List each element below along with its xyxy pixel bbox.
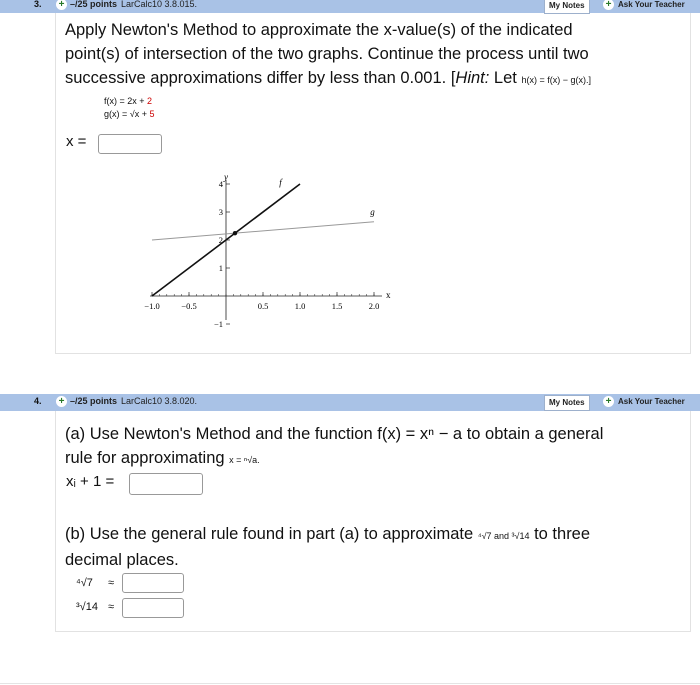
- prompt-text: successive approximations differ by less than 0.001. [: [65, 69, 456, 87]
- plus-icon[interactable]: +: [603, 396, 614, 407]
- part-b-text: to three: [529, 525, 591, 543]
- page-divider: [0, 683, 700, 684]
- my-notes-button[interactable]: [544, 0, 590, 14]
- question-number: 4.: [34, 396, 42, 406]
- y-tick-label: 4: [218, 179, 223, 189]
- x-tick-label: −1.0: [144, 301, 160, 311]
- graph-axes: [150, 180, 382, 320]
- question-4-part-b: [65, 522, 680, 572]
- y-tick-label: 1: [218, 263, 223, 273]
- y-tick-label: 3: [218, 207, 223, 217]
- ask-teacher-label: Ask Your Teacher: [618, 0, 685, 9]
- hint-word: Hint:: [455, 69, 490, 87]
- x-tick-label: 1.0: [294, 301, 306, 311]
- part-b-line: decimal places.: [65, 551, 179, 569]
- plus-icon[interactable]: +: [603, 0, 614, 10]
- ask-teacher-button[interactable]: [614, 395, 689, 409]
- question-4-part-a: [65, 422, 680, 472]
- plus-icon[interactable]: +: [56, 396, 67, 407]
- part-a-line: [65, 446, 680, 472]
- intersection-point: [233, 231, 237, 235]
- f-def-text: f(x) = 2x +: [104, 96, 148, 106]
- part-b-line: [65, 522, 680, 548]
- prompt-line: [65, 66, 680, 92]
- graph-series: [152, 184, 374, 296]
- graph-ticks: [144, 179, 379, 329]
- question-number: 3.: [34, 0, 42, 9]
- plus-icon[interactable]: +: [56, 0, 67, 10]
- y-axis-label: y: [224, 172, 228, 182]
- question-4-header: [0, 394, 700, 411]
- x-tick-label: −0.5: [181, 301, 197, 311]
- question-3-prompt: [65, 18, 680, 92]
- my-notes-button[interactable]: [544, 395, 590, 411]
- hint-expression: h(x) = f(x) − g(x).]: [521, 75, 591, 85]
- prompt-line: Apply Newton's Method to approximate the x-value(s) of the indicated: [65, 21, 573, 39]
- y-tick-label: 2: [218, 235, 223, 245]
- part-a-text: rule for approximating: [65, 449, 230, 467]
- x-tick-label: 2.0: [368, 301, 380, 311]
- ask-teacher-button[interactable]: [614, 0, 689, 12]
- my-notes-label: My Notes: [549, 398, 585, 407]
- f-definition: [104, 96, 152, 106]
- x-answer-input[interactable]: [98, 134, 162, 154]
- intersection-graph: [140, 162, 400, 342]
- ask-teacher-label: Ask Your Teacher: [618, 397, 685, 406]
- points-label: –/25 points: [70, 396, 118, 406]
- source-label: LarCalc10 3.8.020.: [121, 396, 198, 406]
- root-expression: x = ⁿ√a.: [229, 455, 260, 465]
- iteration-rule-input[interactable]: [129, 473, 203, 495]
- fourth-root-7-label: ⁴√7: [76, 577, 93, 589]
- prompt-line: point(s) of intersection of the two graphs. Continue the process until two: [65, 45, 589, 63]
- part-b-text: (b) Use the general rule found in part (a) to approximate: [65, 525, 478, 543]
- iteration-label: xᵢ + 1 =: [66, 473, 115, 490]
- points-label: –/25 points: [70, 0, 118, 9]
- prompt-text: Let: [489, 69, 522, 87]
- g-def-constant: 5: [149, 109, 155, 119]
- question-3-header: [0, 0, 700, 13]
- source-label: LarCalc10 3.8.015.: [121, 0, 198, 9]
- f-curve-label: f: [279, 177, 282, 188]
- g-curve-label: g: [370, 206, 375, 217]
- cube-root-14-input[interactable]: [122, 598, 184, 618]
- approx-symbol: ≈: [108, 601, 115, 613]
- x-axis-label: x: [386, 290, 391, 300]
- x-tick-label: 0.5: [257, 301, 269, 311]
- my-notes-label: My Notes: [549, 1, 585, 10]
- series-g-line: [152, 222, 374, 240]
- fourth-root-7-input[interactable]: [122, 573, 184, 593]
- roots-expression: ⁴√7 and ³√14: [477, 531, 530, 541]
- y-tick-label: −1: [213, 319, 223, 329]
- approx-symbol: ≈: [108, 577, 115, 589]
- g-definition: [104, 109, 154, 119]
- x-tick-label: 1.5: [331, 301, 343, 311]
- cube-root-14-label: ³√14: [76, 601, 98, 613]
- x-answer-label: x =: [66, 133, 87, 150]
- f-def-constant: 2: [147, 96, 153, 106]
- g-def-text: g(x) = √x +: [104, 109, 150, 119]
- part-a-line: (a) Use Newton's Method and the function f(x) = xⁿ − a to obtain a general: [65, 425, 604, 443]
